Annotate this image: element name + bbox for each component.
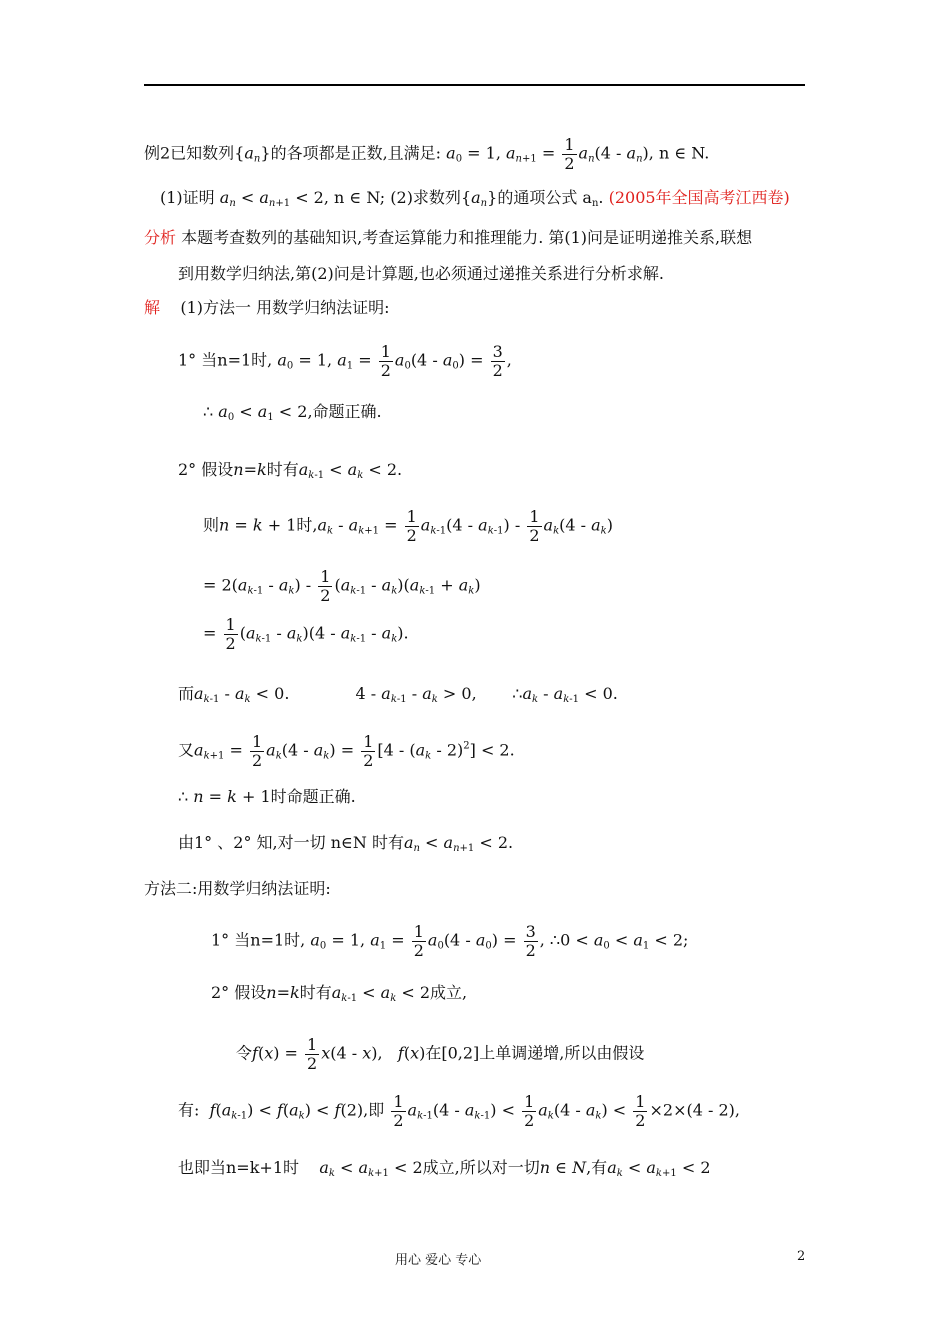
m2-step1-line: 1° 当n=1时, $a_0 = 1$, $a_1$ = $\frac{1}{2}$ $a_0(4 - a_0)$ = $\frac{3}{2}$ , ∴0 < $a_0 < a_1 < 2$; xyxy=(211,922,689,960)
problem-statement: 例2已知数列$\{a_n\}$的各项都是正数,且满足: $a_0 = 1$, $a_{n+1}$ = $\frac{1}{2}$ $a_n(4 - a_n)$, n ∈ N. xyxy=(144,135,710,173)
problem-source: (2005年全国高考江西卷) xyxy=(608,188,790,207)
analysis-text-1: 本题考查数列的基础知识,考查运算能力和推理能力. 第(1)问是证明递推关系,联想 xyxy=(181,228,753,247)
step2-label: 2° 假设 xyxy=(178,460,234,479)
analysis-label: 分析 xyxy=(144,228,177,247)
step1-label: 1° 当n=1时, xyxy=(178,350,273,370)
part1-condition: < 2, n ∈ N; xyxy=(295,188,386,207)
therefore-line-1: ∴ $a_0 < a_1 < 2$,命题正确. xyxy=(203,402,382,423)
m2-step2-line: 2° 假设n=k时有$a_{k-1} < a_k < 2$成立, xyxy=(211,983,468,1004)
part1-label: (1)证明 xyxy=(160,188,215,207)
solution-label: 解 xyxy=(144,298,161,317)
sign-line: 而$a_{k-1} - a_k < 0$. $4 - a_{k-1} - a_k > 0$, $\therefore a_k - a_{k-1} < 0$. xyxy=(178,684,618,705)
let-line: 令f(x) = $\frac{1}{2}$ x(4 - x), f(x)在[0,2]上单调递增,所以由假设 xyxy=(236,1035,645,1073)
expand-line-1: = $2(a_{k-1} - a_k)$ - $\frac{1}{2}$ $(a_{k-1} - a_k)(a_{k-1} + a_k)$ xyxy=(203,567,481,605)
part2-end: 的通项公式 a xyxy=(497,188,592,207)
problem-n-in: , n ∈ N. xyxy=(648,143,710,163)
step1-line: 1° 当n=1时, $a_0 = 1$, $a_1$ = $\frac{1}{2}$ $a_0(4 - a_0)$ = $\frac{3}{2}$ , xyxy=(178,342,512,380)
method1-title: (1)方法一 用数学归纳法证明: xyxy=(180,298,390,317)
analysis-line-1 xyxy=(144,228,752,247)
step2-line: 2° 假设n=k时有$a_{k-1} < a_k < 2$. xyxy=(178,460,403,481)
then-line: 则n = k + 1时$,a_k - a_{k+1}$ = $\frac{1}{2}$ $a_{k-1}(4 - a_{k-1})$ - $\frac{1}{2}$ $a_k(4 - a_k)$ xyxy=(203,507,613,545)
problem-label: 例2已知数列 xyxy=(144,143,235,163)
method2-title: 方法二:用数学归纳法证明: xyxy=(144,879,331,898)
footer-motto: 用心 爱心 专心 xyxy=(395,1253,482,1268)
conclusion-line: 由1° 、2° 知,对一切 n∈N 时有$a_n < a_{n+1} < 2$. xyxy=(178,833,514,854)
analysis-line-2: 到用数学归纳法,第(2)问是计算题,也必须通过递推关系进行分析求解. xyxy=(178,264,664,283)
expand-line-2: = $\frac{1}{2}$ $(a_{k-1} - a_k)(4 - a_{k-1} - a_k)$. xyxy=(203,615,409,653)
solution-header xyxy=(144,298,390,317)
also-line: 又$a_{k+1}$ = $\frac{1}{2}$ $a_k(4 - a_k)$ = $\frac{1}{2}$ $[4 - (a_k - 2)^2] < 2$. xyxy=(178,732,515,770)
header-rule xyxy=(144,84,805,86)
problem-condition: 的各项都是正数,且满足: xyxy=(270,143,442,163)
therefore-line-2: ∴ n = k + 1时命题正确. xyxy=(178,787,356,806)
part2-label: (2)求数列 xyxy=(390,188,461,207)
correct-1: ,命题正确. xyxy=(307,402,382,421)
have-line: 有: $f(a_{k-1}) < f(a_k) < f(2)$,即 $\frac{1}{2}$ $a_{k-1}(4 - a_{k-1})$ < $\frac{1}{2}$ $a_k(4 - a_k)$ < $\frac{1}{2}$ ×2×(4 - 2), xyxy=(178,1092,740,1130)
problem-parts: (1)证明 $a_n < a_{n+1} < 2$, n ∈ N; (2)求数列$\{a_n\}$的通项公式 $a_n$. (2005年全国高考江西卷) xyxy=(160,188,790,209)
page-number: 2 xyxy=(797,1249,806,1264)
final-line: 也即当n=k+1时 $a_k < a_{k+1} < 2$成立,所以对一切n ∈ N,有$a_k < a_{k+1} < 2$ xyxy=(178,1158,711,1179)
